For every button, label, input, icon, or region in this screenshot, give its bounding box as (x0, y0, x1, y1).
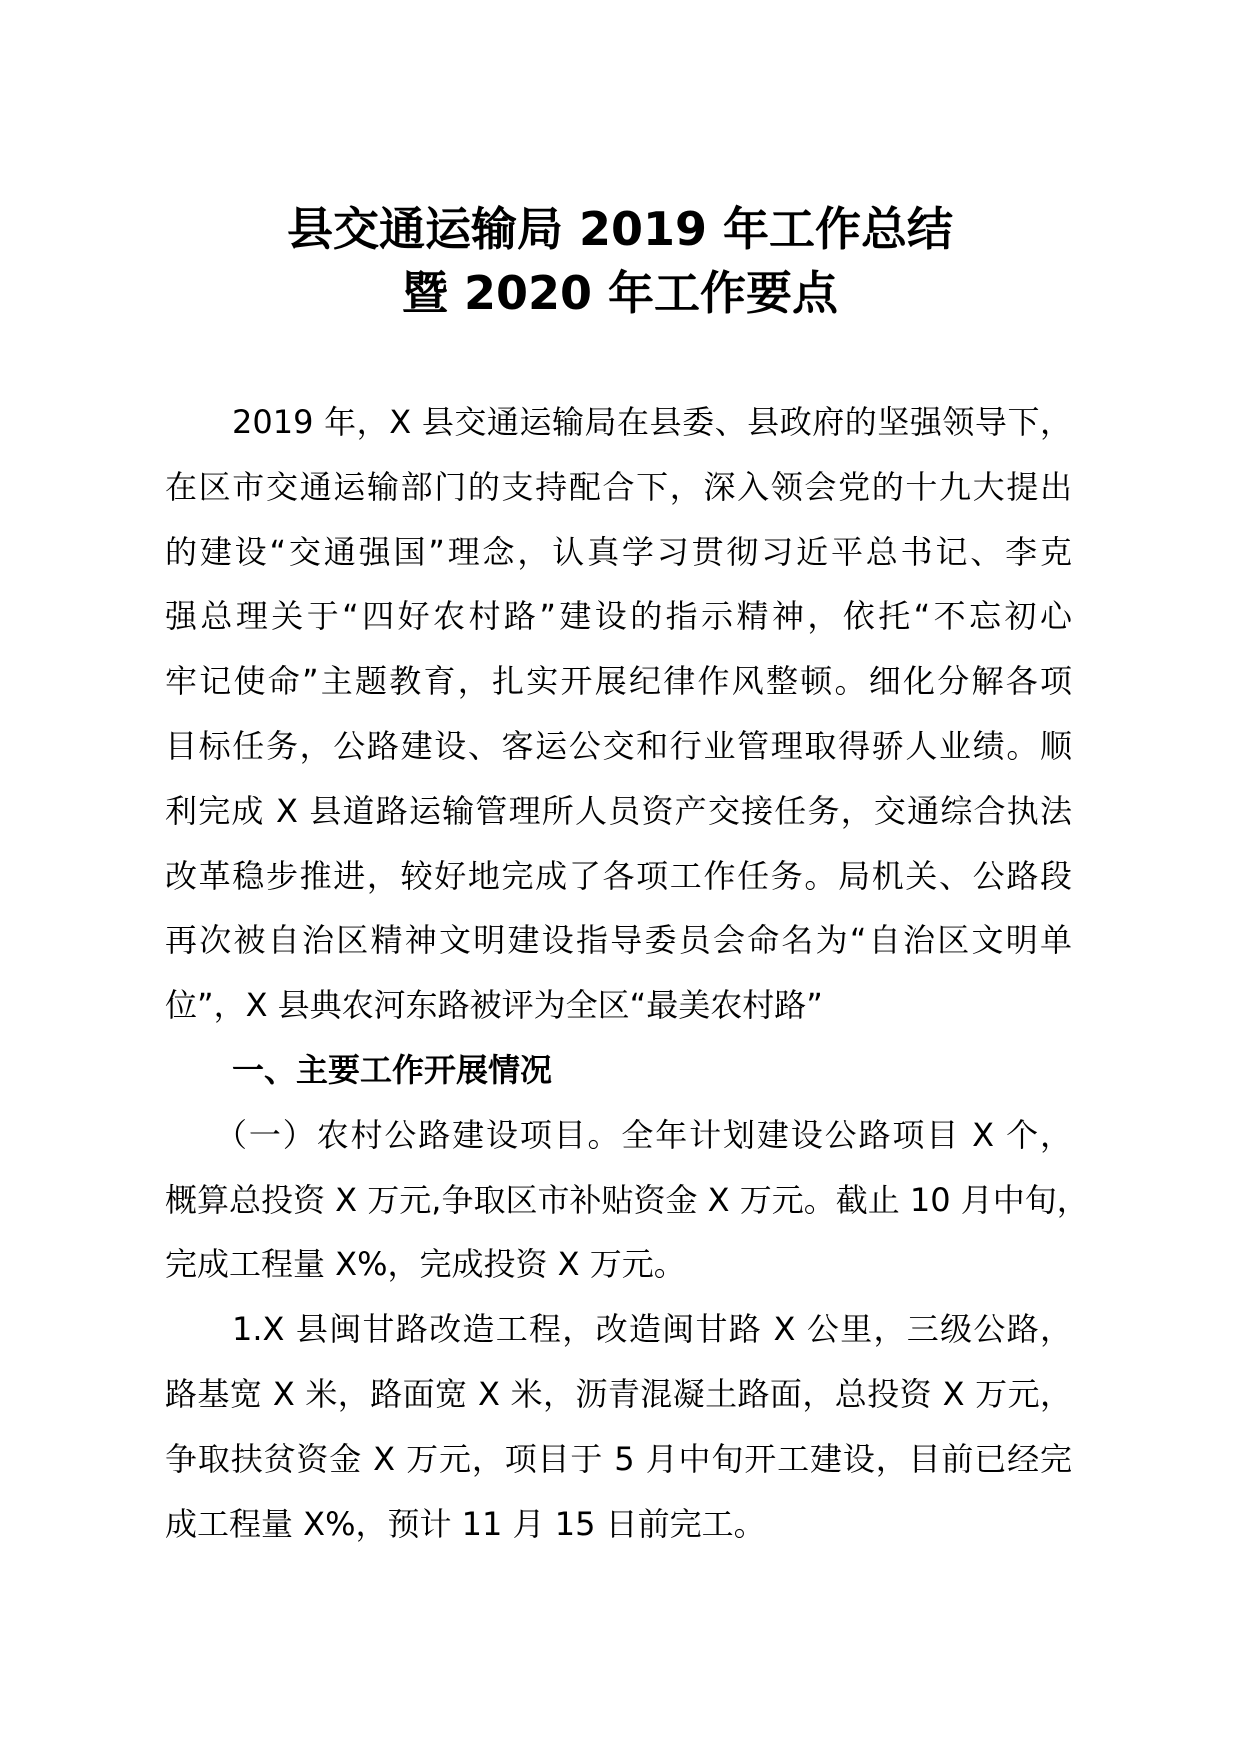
text-line: 的建设“交通强国”理念，认真学习贯彻习近平总书记、李克 (165, 532, 1072, 571)
text-line: 牢记使命”主题教育，扎实开展纪律作风整顿。细化分解各项 (165, 662, 1072, 701)
document-body (165, 390, 1089, 1556)
text-line: （一）农村公路建设项目。全年计划建设公路项目 X 个， (215, 1115, 1072, 1154)
document-title-line-1: 县交通运输局 2019 年工作总结 (286, 202, 954, 256)
text-line: 成工程量 X%，预计 11 月 15 日前完工。 (165, 1504, 766, 1543)
text-line: 再次被自治区精神文明建设指导委员会命名为“自治区文明单 (165, 921, 1072, 960)
subsection-paragraph (165, 1103, 1089, 1297)
text-line: 目标任务，公路建设、客运公交和行业管理取得骄人业绩。顺 (165, 726, 1072, 765)
text-line: 路基宽 X 米，路面宽 X 米，沥青混凝土路面，总投资 X 万元， (165, 1374, 1072, 1413)
text-line: 位”，X 县典农河东路被评为全区“最美农村路” (165, 986, 823, 1025)
text-line: 强总理关于“四好农村路”建设的指示精神，依托“不忘初心 (165, 597, 1072, 636)
text-line: 概算总投资 X 万元,争取区市补贴资金 X 万元。截止 10 月中旬， (165, 1180, 1089, 1219)
section-heading: 一、主要工作开展情况 (232, 1050, 553, 1089)
intro-paragraph (165, 390, 1072, 1038)
text-line: 在区市交通运输部门的支持配合下，深入领会党的十九大提出 (165, 467, 1072, 506)
item-paragraph (165, 1297, 1072, 1556)
text-line: 1.X 县闽甘路改造工程，改造闽甘路 X 公里，三级公路， (232, 1310, 1072, 1349)
text-line: 2019 年，X 县交通运输局在县委、县政府的坚强领导下， (232, 403, 1072, 441)
text-line: 改革稳步推进，较好地完成了各项工作任务。局机关、公路段 (165, 856, 1072, 895)
text-line: 争取扶贫资金 X 万元，项目于 5 月中旬开工建设，目前已经完 (165, 1439, 1072, 1478)
text-line: 完成工程量 X%，完成投资 X 万元。 (165, 1245, 686, 1284)
document-title-line-2: 暨 2020 年工作要点 (401, 266, 839, 320)
text-line: 利完成 X 县道路运输管理所人员资产交接任务，交通综合执法 (165, 791, 1072, 830)
